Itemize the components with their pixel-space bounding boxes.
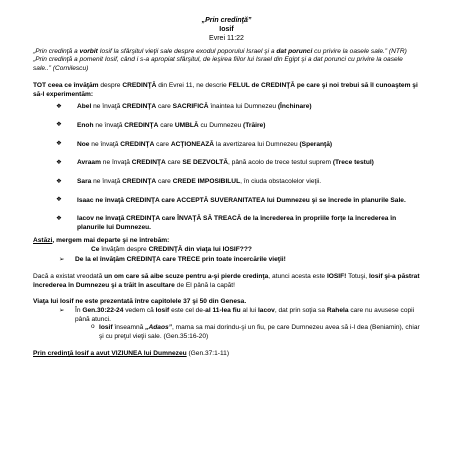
life-heading: Viaţa lui Iosif ne este prezentată între capitolele 37 şi 50 din Genesa.: [33, 298, 247, 306]
quote-block: [33, 48, 420, 74]
excuse-paragraph: Dacă a existat vreodată un om care să aibe scuze pentru a-şi pierde credinţa, atunci acesta este IOSIF! Totuşi, Iosif şi-a păstrat încrederea în Dumnezeu şi a trăit în ascultare de El până la capăt!: [33, 272, 420, 289]
list-item: ❖ Enoh ne învaţă CREDINŢA care UMBLĂ cu Dumnezeu (Trăire): [56, 122, 420, 131]
scripture-reference: Evrei 11:22: [209, 35, 244, 43]
page-subtitle: Iosif: [219, 26, 234, 34]
list-item: ➢ De la el învăţăm CREDINŢA care TRECE prin toate încercările vieţii!: [59, 256, 420, 265]
life-sublist: [75, 324, 420, 341]
faith-examples-list: [33, 103, 420, 233]
list-item: ❖ Noe ne învaţă CREDINŢA care ACŢIONEAZĂ la avertizarea lui Dumnezeu (Speranţă): [56, 141, 420, 150]
quote-ntr: „Prin credinţă a vorbit Iosif la sfârşitul vieţii sale despre exodul poporului Israel şi a dat porunci cu privire la oasele sale.” (NTR): [33, 47, 407, 55]
intro-paragraph: TOT ceea ce învăţăm despre CREDINŢĂ din Evrei 11, ne descrie FELUL de CREDINŢĂ pe care şi noi trebui să îl cunoaştem şi să-l experimentăm:: [33, 81, 418, 98]
list-item: ➢ În Gen.30:22-24 vedem că Iosif este cel de-al 11-lea fiu al lui Iacov, dat prin soţia sa Rahela care nu avusese copii până atunci. o Iosif înseamnă „Adaos”, mama sa mai dorindu-şi un fiu, pe care Dumnezeu avea să i-l dea (Beniamin), chiar şi cu preţul vieţii sale. (Gen.35:16-20): [59, 307, 420, 342]
main-question: Ce învăţăm despre CREDINŢĂ din viaţa lui IOSIF???: [91, 245, 252, 253]
list-item: o Iosif înseamnă „Adaos”, mama sa mai dorindu-şi un fiu, pe care Dumnezeu avea să i-l dea (Beniamin), chiar şi cu preţul vieţii sale. (Gen.35:16-20): [91, 324, 420, 341]
quote-cornilescu: „Prin credinţă a pomenit Iosif, când i s-a apropiat sfârşitul, de ieşirea fiilor lui Israel din Egipt şi a dat porunci cu privire la oasele sale..” (Cornilescu): [33, 56, 403, 73]
today-question: Astăzi, mergem mai departe şi ne întrebăm:: [33, 236, 170, 244]
page-title: „Prin credinţă”: [201, 17, 252, 24]
list-item: ❖ Abel ne învaţă CREDINŢA care SACRIFICĂ înaintea lui Dumnezeu (Închinare): [56, 103, 420, 112]
vision-heading: Prin credinţă Iosif a avut VIZIUNEA lui Dumnezeu (Gen.37:1-11): [33, 349, 230, 357]
list-item: ❖ Avraam ne învaţă CREDINŢA care SE DEZVOLTĂ, până acolo de trece testul suprem (Trece testul): [56, 159, 420, 168]
answer-list: [33, 256, 420, 265]
list-item: ❖ Sara ne învaţă CREDINŢA care CREDE IMPOSIBILUL, în ciuda obstacolelor vieţii.: [56, 178, 420, 187]
list-item: ❖ Iacov ne învaţă CREDINŢA care ÎNVAŢĂ SĂ TREACĂ de la încrederea în propriile forţe la încrederea în planurile lui Dumnezeu.: [56, 215, 420, 232]
list-item: ❖ Isaac ne învaţă CREDINŢA care ACCEPTĂ SUVERANITATEA lui Dumnezeu şi se încrede în planurile Sale.: [56, 197, 420, 206]
life-list: [33, 307, 420, 342]
